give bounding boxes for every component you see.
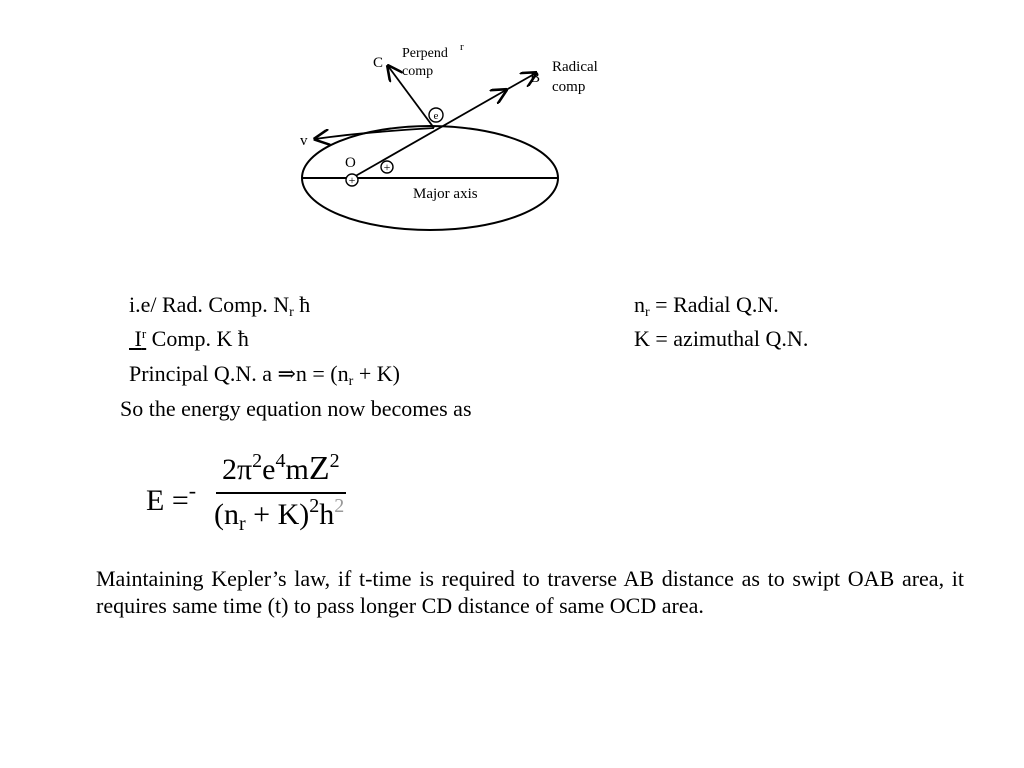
fraction-bar bbox=[216, 492, 346, 494]
energy-intro-text: So the energy equation now becomes as bbox=[120, 396, 472, 421]
principal-qn-sub: r bbox=[348, 374, 354, 389]
label-perpend: Perpend bbox=[402, 46, 448, 61]
electron-symbol: e bbox=[433, 110, 439, 122]
num-sup-1: 2 bbox=[252, 450, 263, 472]
label-perpend-comp: comp bbox=[402, 64, 434, 79]
perpendicular-component-line bbox=[129, 326, 249, 352]
azimuthal-qn-line bbox=[634, 326, 808, 352]
num-sup-2: 4 bbox=[275, 450, 286, 472]
radial-component-line bbox=[129, 292, 310, 318]
label-b: B bbox=[530, 70, 541, 86]
label-o: O bbox=[345, 155, 356, 171]
orbit-diagram bbox=[0, 0, 1024, 260]
nucleus-symbol: + bbox=[348, 173, 356, 187]
num-sup-3: 2 bbox=[329, 450, 340, 472]
perpendicular-component-end: Comp. K ħ bbox=[146, 326, 249, 351]
radial-qn-sub: r bbox=[645, 305, 650, 320]
equation-numerator: $2\pi^2e^4mZ^2$ bbox=[222, 450, 340, 487]
radial-line bbox=[352, 90, 506, 178]
radial-qn-end: = Radial Q.N. bbox=[649, 292, 779, 317]
label-radical: Radical bbox=[552, 59, 598, 75]
num-z: Z bbox=[308, 450, 330, 487]
perpendicular-symbol: $I^r$ bbox=[134, 326, 147, 351]
principal-qn-end: + K) bbox=[353, 361, 400, 386]
label-perpend-sup: r bbox=[460, 41, 464, 53]
radial-component-end: ħ bbox=[293, 292, 311, 317]
equation-lhs: E =- bbox=[146, 478, 197, 517]
label-c: C bbox=[373, 55, 384, 71]
principal-qn-text: Principal Q.N. a ⇒n = (n bbox=[129, 361, 349, 386]
plus-marker-symbol: + bbox=[383, 160, 391, 174]
perpendicular-sup: r bbox=[141, 326, 147, 341]
energy-intro-line bbox=[120, 396, 472, 422]
label-radical-comp: comp bbox=[552, 79, 586, 95]
principal-qn-line bbox=[129, 361, 400, 387]
equation-denominator: $(n_r + K)^2h^2$ bbox=[214, 495, 345, 535]
den-h-sup: 2 bbox=[334, 495, 345, 517]
radial-component-text: i.e/ Rad. Comp. N bbox=[129, 292, 290, 317]
radial-qn-text: n bbox=[634, 292, 645, 317]
kepler-paragraph: Maintaining Kepler’s law, if t-time is required to traverse AB distance as to swipt OAB area, it requires same time (t) to pass longer CD distance of same OCD area. bbox=[96, 566, 964, 618]
den-sup: 2 bbox=[309, 495, 320, 517]
equation-minus: - bbox=[188, 478, 197, 503]
velocity-arrow bbox=[315, 128, 434, 139]
label-v: v bbox=[300, 133, 308, 149]
label-major-axis: Major axis bbox=[413, 186, 478, 202]
radial-component-sub: r bbox=[289, 305, 294, 320]
radial-qn-line bbox=[634, 292, 779, 318]
den-sub: r bbox=[239, 513, 246, 535]
azimuthal-qn-text: K = azimuthal Q.N. bbox=[634, 326, 809, 351]
